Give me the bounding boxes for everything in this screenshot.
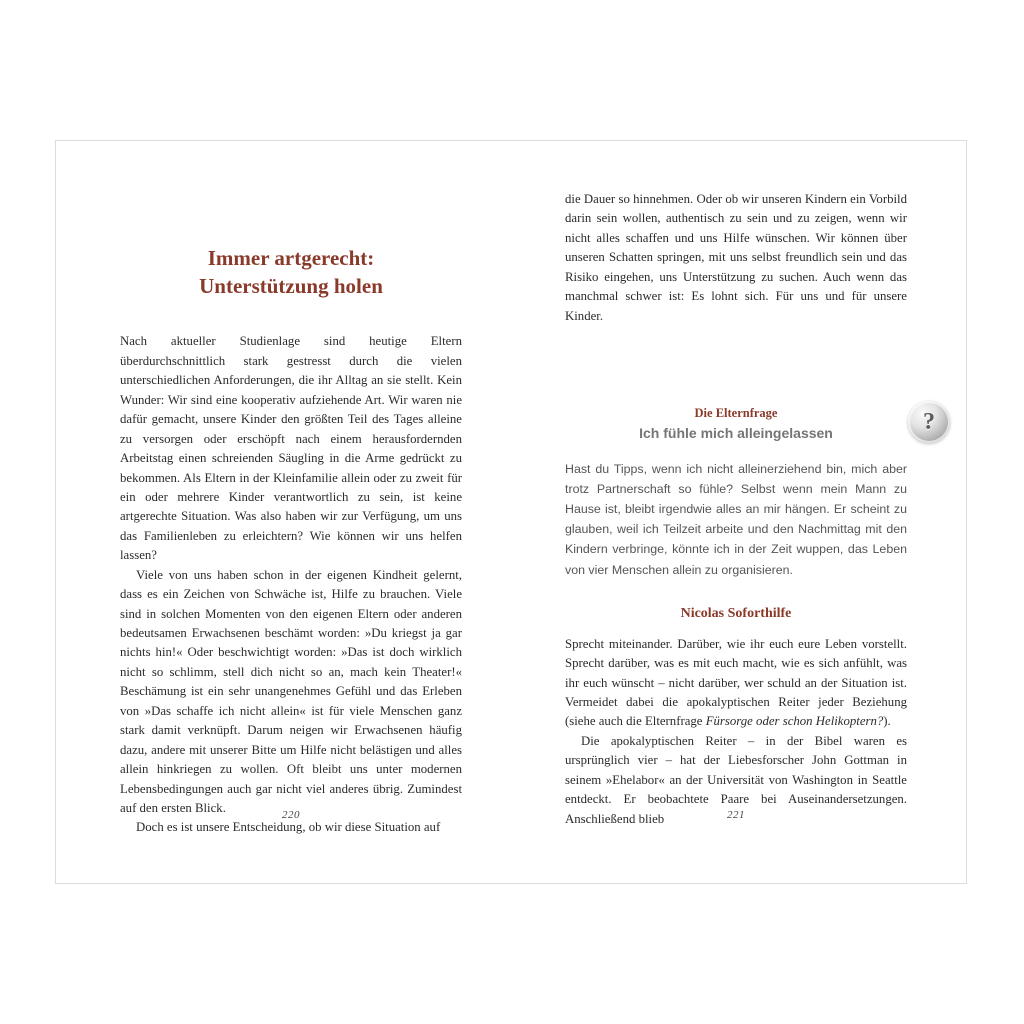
- elternfrage-section: [565, 406, 907, 441]
- body-paragraph: Viele von uns haben schon in der eigenen Kindheit gelernt, dass es ein Zeichen von Schwäche ist, Hilfe zu brauchen. Viele sind in solchen Momenten von den eigenen Eltern oder anderen bedeutsamen Erwachsenen beschämt worden: »Du kriegst ja gar nichts hin!« Oder beschwichtigt worden: »Das ist doch wirklich nicht so schlimm, stell dich nicht so an, mach kein Theater!« Beschämung ist ein sehr unangenehmes Gefühl und das Erleben von »Das schaffe ich nicht allein« ist für viele Menschen ganz stark damit verknüpft. Darum neigen wir Erwachsenen häufig dazu, andere mit unserer Bitte um Hilfe nicht belästigen und alles allein hinkriegen zu wollen. Oft bleibt uns unter modernen Lebensbedingungen auch gar nicht viel anderes übrig. Zumindest auf den ersten Blick.: [120, 567, 462, 815]
- body-paragraph: [565, 635, 907, 732]
- body-paragraph: die Dauer so hinnehmen. Oder ob wir unseren Kindern ein Vorbild darin sein wollen, authentisch zu sein und zu zeigen, wenn wir nicht alles schaffen und uns Hilfe wünschen. Wir können über unseren Schatten springen, mit uns selbst freundlich sein und das Risiko eingehen, uns Unterstützung zu suchen. Auch wenn das manchmal schwer ist: Es lohnt sich. Für uns und für unsere Kinder.: [565, 192, 907, 323]
- soforthilfe-p1-italic: Fürsorge oder schon Helikoptern?: [705, 714, 884, 729]
- soforthilfe-body: [565, 635, 907, 829]
- page-left: [120, 141, 462, 883]
- left-page-body: [120, 332, 462, 837]
- elternfrage-title: Ich fühle mich alleingelassen: [639, 425, 833, 442]
- chapter-heading: [120, 245, 462, 300]
- soforthilfe-p1-pre: Sprecht miteinander. Darüber, wie ihr euch eure Leben vorstellt. Sprecht darüber, was es mit euch macht, wie es sich anfühlt, was ihr euch wünscht – nicht darüber, wer schuld an der Situation ist. Vermeidet dabei die apokalyptischen Reiter jeder Beziehung (siehe auch die Elternfrage: [565, 636, 907, 729]
- soforthilfe-heading: Nicolas Soforthilfe: [680, 605, 792, 621]
- elternfrage-kicker: Die Elternfrage: [694, 406, 778, 421]
- body-paragraph: Doch es ist unsere Entscheidung, ob wir diese Situation auf: [136, 820, 441, 835]
- chapter-heading-line2: Unterstützung holen: [199, 273, 383, 298]
- body-paragraph: Nach aktueller Studienlage sind heutige Eltern überdurchschnittlich stark gestresst durch die vielen unterschiedlichen Anforderungen, die ihr Alltag an sie stellt. Kein Wunder: Wir sind eine kooperativ aufziehende Art. Wir waren nie dafür gemacht, unsere Kinder den größten Teil des Tages alleine zu versorgen oder erschöpft nach einem herausfordernden Arbeitstag einen schreienden Säugling in die Arme gedrückt zu bekommen. Als Eltern in der Kleinfamilie allein oder zu zweit für ein oder mehrere Kinder verantwortlich zu sein, ist keine artgerechte Situation. Was also haben wir zur Verfügung, um uns das Familienleben zu erleichtern? Wie können wir uns helfen lassen?: [120, 334, 462, 563]
- page-right: [565, 141, 907, 883]
- book-spread: [55, 140, 967, 884]
- body-paragraph: Die apokalyptischen Reiter – in der Bibel waren es ursprünglich vier – hat der Liebesforscher John Gottman in seinem »Ehelabor« an der Universität von Washington in Seattle entdeckt. Er beobachtete Paare bei Auseinandersetzungen. Anschließend blieb: [565, 733, 907, 826]
- question-mark-glyph: ?: [923, 408, 935, 435]
- chapter-heading-line1: Immer artgerecht:: [207, 246, 375, 270]
- page-number-right: 221: [727, 809, 745, 821]
- right-page-continuation: [565, 190, 907, 326]
- soforthilfe-p1-post: ).: [883, 714, 891, 729]
- question-mark-icon: [908, 401, 950, 443]
- elternfrage-question-text: Hast du Tipps, wenn ich nicht alleinerziehend bin, mich aber trotz Partnerschaft so fühle? Selbst wenn mein Mann zu Hause ist, bleibt irgendwie alles an mir hängen. Er scheint zu glauben, weil ich Teilzeit arbeite und den Nachmittag mit den Kindern verbringe, könnte ich in der Zeit wuppen, das Leben von vier Menschen allein zu organisieren.: [565, 462, 907, 577]
- page-number-left: 220: [282, 809, 300, 821]
